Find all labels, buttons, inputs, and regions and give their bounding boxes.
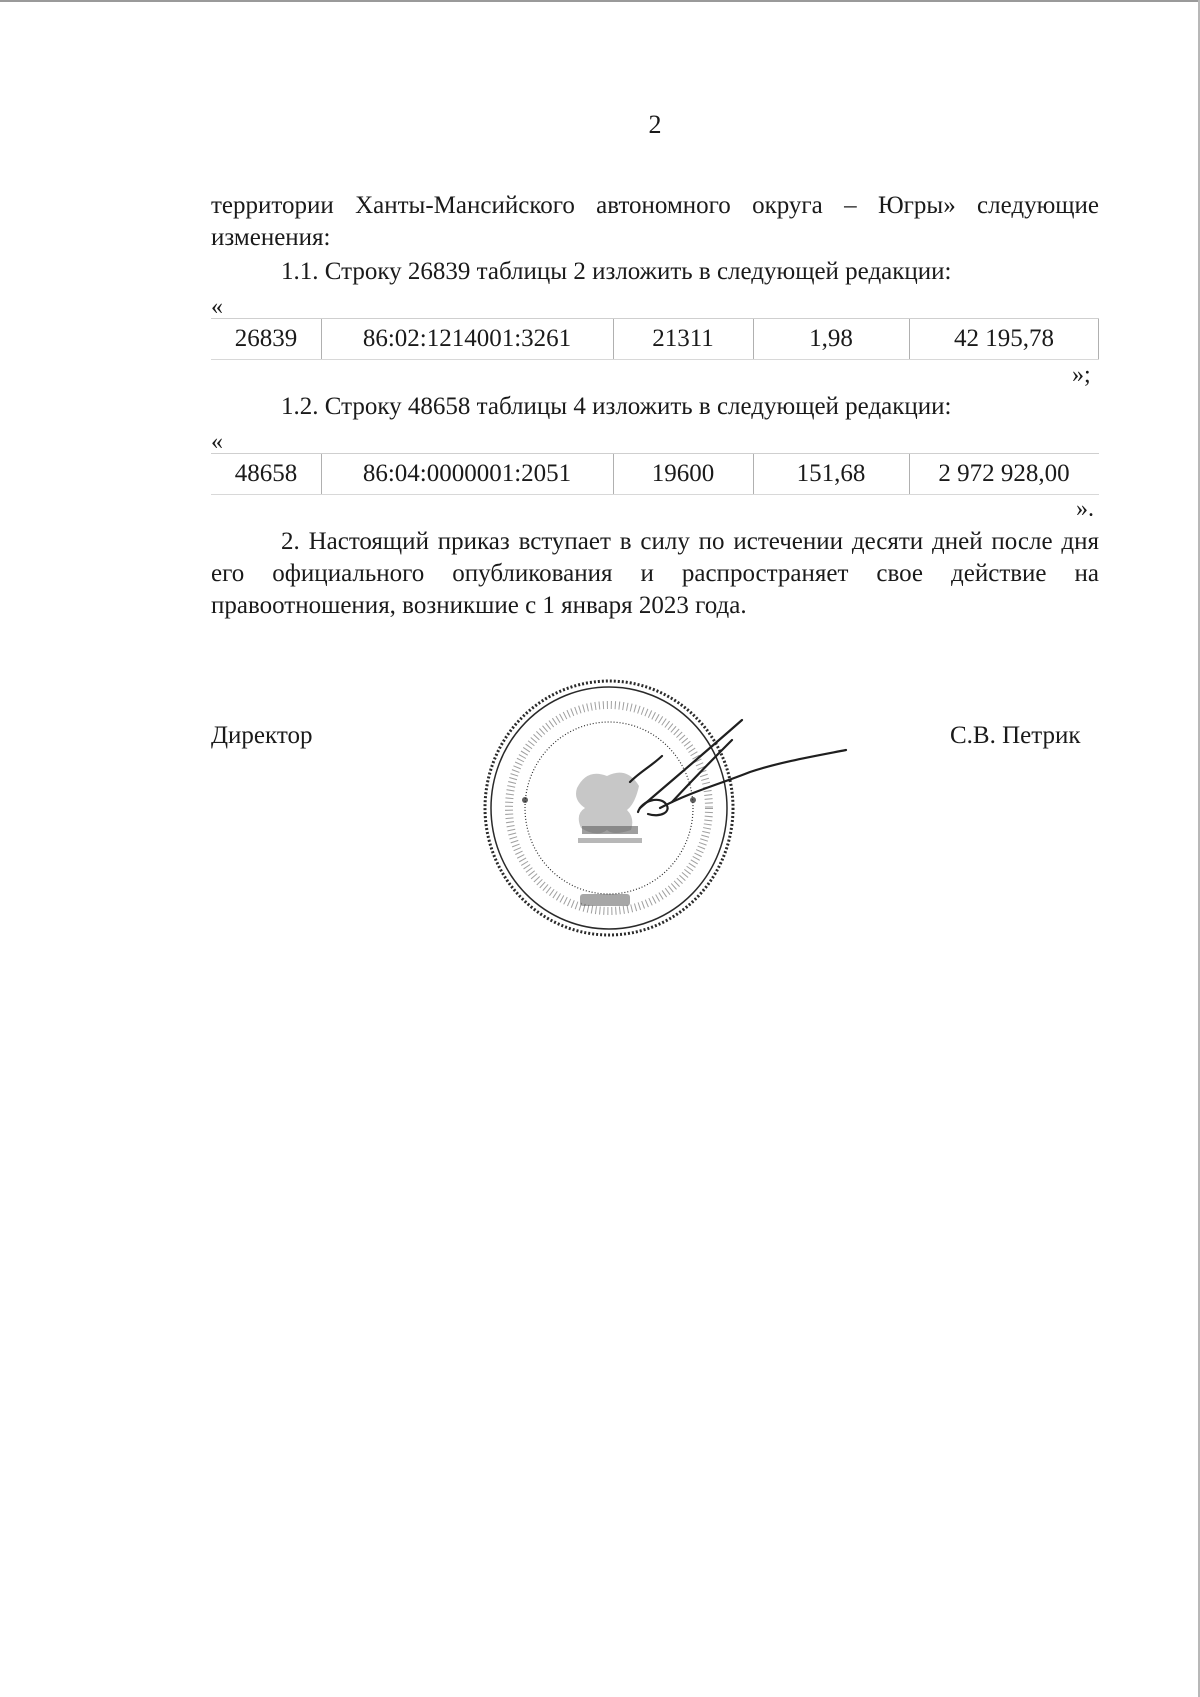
item-1-1-close-quote: »; [1072, 362, 1091, 388]
rate-cell: 1,98 [809, 325, 853, 352]
value-cell: 2 972 928,00 [938, 460, 1070, 487]
row-number-cell: 48658 [234, 460, 298, 487]
code-cell: 21311 [652, 325, 714, 352]
page-edge-top [0, 0, 1200, 2]
signature-title: Директор [211, 722, 313, 749]
signature-name: С.В. Петрик [950, 722, 1081, 749]
table-row-48658 [211, 453, 1099, 495]
item-2-paragraph: 2. Настоящий приказ вступает в силу по истечении десяти дней после дня его официального опубликования и распространяет свое действие на правоотношения, возникшие с 1 января 2023 года. [211, 528, 1099, 619]
handwritten-signature-icon [620, 712, 850, 822]
row-number-cell: 26839 [234, 325, 298, 352]
cell-divider [1098, 319, 1099, 359]
table-row-26839 [211, 318, 1099, 360]
item-1-1-text: 1.1. Строку 26839 таблицы 2 изложить в следующей редакции: [281, 258, 952, 285]
page-number: 2 [648, 110, 662, 139]
rate-cell: 151,68 [796, 460, 866, 487]
cadastral-number-cell: 86:04:0000001:2051 [362, 460, 572, 487]
item-1-2-text: 1.2. Строку 48658 таблицы 4 изложить в следующей редакции: [281, 393, 952, 420]
intro-paragraph: территории Ханты-Мансийского автономного округа – Югры» следующие изменения: [211, 192, 1099, 251]
value-cell: 42 195,78 [954, 325, 1054, 352]
item-1-2-open-quote: « [211, 429, 223, 455]
cadastral-number-cell: 86:02:1214001:3261 [362, 325, 572, 352]
item-1-1-open-quote: « [211, 294, 223, 320]
item-1-2-close-quote: ». [1076, 496, 1094, 522]
code-cell: 19600 [651, 460, 715, 487]
